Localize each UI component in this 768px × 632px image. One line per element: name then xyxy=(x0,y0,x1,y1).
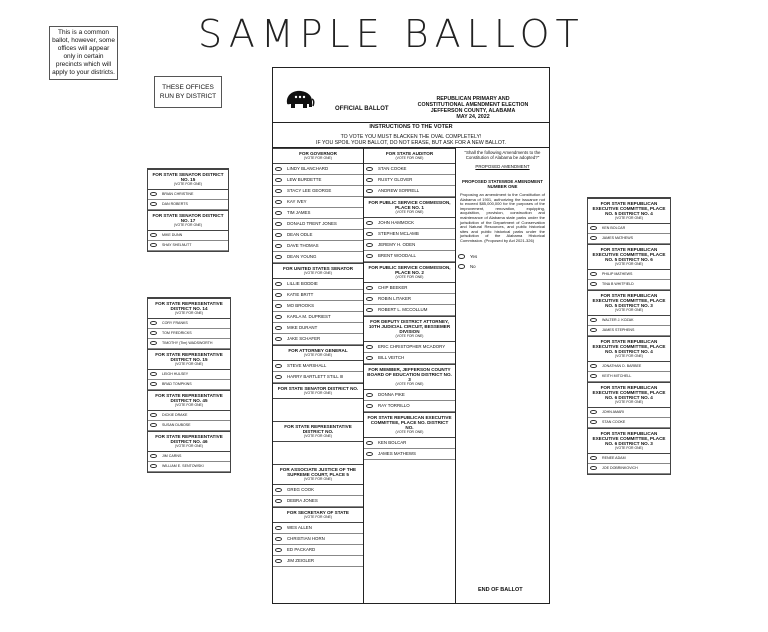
oval-icon xyxy=(366,441,373,446)
ballot-column-1 xyxy=(273,148,364,603)
candidate-option[interactable] xyxy=(273,485,363,496)
page-title: SAMPLE BALLOT xyxy=(198,12,585,56)
vote-for-one-note: (VOTE FOR ONE) xyxy=(395,210,424,214)
oval-icon xyxy=(458,264,465,269)
candidate-name: MIKE DURANT xyxy=(287,325,318,330)
oval-icon xyxy=(275,178,282,183)
candidate-option[interactable] xyxy=(148,411,230,421)
candidate-name: KAY IVEY xyxy=(287,199,307,204)
office-heading: FOR STATE REPRESENTATIVE DISTRICT NO. 46 (VOTE FOR ONE) xyxy=(148,431,230,452)
oval-icon xyxy=(366,356,373,361)
candidate-name: MIKE DUNN xyxy=(162,233,183,237)
candidate-name: SHAY SHELNUTT xyxy=(162,243,192,247)
no-label: No xyxy=(470,263,476,269)
end-of-ballot: END OF BALLOT xyxy=(478,587,523,593)
oval-icon xyxy=(366,243,373,248)
oval-icon xyxy=(590,466,597,471)
candidate-name: JONATHAN D. BARBEE xyxy=(602,364,642,368)
vote-for-one-note: (VOTE FOR ONE) xyxy=(304,515,332,519)
oval-icon xyxy=(150,372,157,377)
vote-for-one-note: (VOTE FOR ONE) xyxy=(615,216,643,220)
candidate-option[interactable] xyxy=(588,270,670,280)
oval-icon xyxy=(590,226,597,231)
candidate-option[interactable] xyxy=(148,329,230,339)
office-heading: FOR UNITED STATES SENATOR (VOTE FOR ONE) xyxy=(273,263,363,279)
candidate-option[interactable] xyxy=(364,218,455,229)
oval-icon xyxy=(275,167,282,172)
candidate-name: STAN COOKE xyxy=(602,420,626,424)
candidate-option[interactable] xyxy=(148,462,230,472)
candidate-option[interactable] xyxy=(148,231,228,241)
oval-icon xyxy=(590,318,597,323)
office-heading: FOR PUBLIC SERVICE COMMISSION, PLACE NO. 2 (VOTE FOR ONE) xyxy=(364,262,455,283)
oval-icon xyxy=(150,341,157,346)
candidate-option[interactable] xyxy=(364,342,455,353)
candidate-name: STACY LEE GEORGE xyxy=(287,188,332,193)
candidate-name: LEW BURDETTE xyxy=(287,177,322,182)
office-heading: FOR STATE REPUBLICAN EXECUTIVE COMMITTEE, PLACE NO. DISTRICT NO. (VOTE FOR ONE) xyxy=(364,412,455,438)
oval-icon xyxy=(590,456,597,461)
candidate-name: JIM ZEIGLER xyxy=(287,558,315,563)
candidate-name: RAY TORRILLO xyxy=(378,403,410,408)
oval-icon xyxy=(275,526,282,531)
oval-icon xyxy=(150,382,157,387)
oval-icon xyxy=(366,286,373,291)
candidate-option[interactable] xyxy=(588,372,670,382)
candidate-option[interactable] xyxy=(364,229,455,240)
oval-icon xyxy=(275,375,282,380)
candidate-name: WES ALLEN xyxy=(287,525,312,530)
candidate-name: MO BROOKS xyxy=(287,303,315,308)
candidate-option[interactable] xyxy=(588,234,670,244)
ballot-column-3 xyxy=(456,148,549,603)
ballot-column-2 xyxy=(364,148,456,603)
candidate-option[interactable] xyxy=(588,408,670,418)
candidate-option[interactable] xyxy=(588,280,670,290)
candidate-option[interactable] xyxy=(148,421,230,431)
candidate-name: BRAD TOMPKINS xyxy=(162,382,192,386)
candidate-name: RUSTY GLOVER xyxy=(378,177,413,182)
candidate-option[interactable] xyxy=(273,230,363,241)
candidate-name: JAMES STEPHENS xyxy=(602,328,635,332)
side-state-representative-races xyxy=(147,297,231,473)
candidate-option[interactable] xyxy=(273,197,363,208)
candidate-name: STAN COOKE xyxy=(378,166,407,171)
vote-for-one-note: (VOTE FOR ONE) xyxy=(304,156,332,160)
candidate-option[interactable] xyxy=(364,305,455,316)
candidate-option[interactable] xyxy=(273,252,363,263)
candidate-option[interactable] xyxy=(273,219,363,230)
office-heading: FOR STATE REPUBLICAN EXECUTIVE COMMITTEE, PLACE NO. 5 DISTRICT NO. 4 (VOTE FOR ONE) xyxy=(588,336,670,362)
oval-icon xyxy=(458,254,465,259)
candidate-option[interactable] xyxy=(364,186,455,197)
amendment-yes-option[interactable] xyxy=(456,252,549,262)
office-heading: FOR DEPUTY DISTRICT ATTORNEY, 10TH JUDICIAL CIRCUIT, BESSEMER DIVISION (VOTE FOR ONE) xyxy=(364,316,455,342)
election-heading xyxy=(401,96,545,120)
oval-icon xyxy=(150,331,157,336)
candidate-name: BILL VEITCH xyxy=(378,355,405,360)
candidate-option[interactable] xyxy=(364,251,455,262)
office-heading: FOR STATE SENATOR DISTRICT NO. (VOTE FOR ONE) xyxy=(273,383,363,399)
oval-icon xyxy=(150,454,157,459)
oval-icon xyxy=(150,233,157,238)
candidate-option[interactable] xyxy=(364,401,455,412)
candidate-name: STEPHEN MCLAMB xyxy=(378,231,419,236)
candidate-name: TOM FREDRICKS xyxy=(162,331,192,335)
oval-icon xyxy=(366,393,373,398)
oval-icon xyxy=(590,282,597,287)
side-executive-committee-races xyxy=(587,197,671,475)
oval-icon xyxy=(590,410,597,415)
oval-icon xyxy=(366,308,373,313)
oval-icon xyxy=(150,192,157,197)
candidate-option[interactable] xyxy=(273,164,363,175)
candidate-name: KEN BOLCAR xyxy=(602,226,626,230)
ballot-header xyxy=(273,68,549,123)
office-heading: FOR GOVERNOR (VOTE FOR ONE) xyxy=(273,148,363,164)
candidate-name: DAVE THOMAS xyxy=(287,243,319,248)
candidate-name: LILLIE BODDIE xyxy=(287,281,318,286)
candidate-option[interactable] xyxy=(364,390,455,401)
candidate-option[interactable] xyxy=(148,241,228,251)
candidate-name: DONNA PIKE xyxy=(378,392,405,397)
candidate-name: BRIAN CHRISTINE xyxy=(162,192,194,196)
office-heading: FOR STATE REPRESENTATIVE DISTRICT NO. 14 (VOTE FOR ONE) xyxy=(148,298,230,319)
candidate-name: DONALD TRENT JONES xyxy=(287,221,337,226)
oval-icon xyxy=(275,255,282,260)
vote-for-one-note: (VOTE FOR ONE) xyxy=(304,391,332,395)
amendment-no-option[interactable] xyxy=(456,262,549,272)
candidate-name: JIM CARNS xyxy=(162,454,182,458)
oval-icon xyxy=(150,321,157,326)
candidate-option[interactable] xyxy=(588,316,670,326)
candidate-name: KATIE BRITT xyxy=(287,292,314,297)
vote-for-one-note: (VOTE FOR ONE) xyxy=(395,382,424,386)
candidate-name: JOE DOBRINKOVICH xyxy=(602,466,638,470)
oval-icon xyxy=(275,559,282,564)
candidate-name: KARLA M. DUPRIEST xyxy=(287,314,331,319)
candidate-option[interactable] xyxy=(364,438,455,449)
oval-icon xyxy=(590,236,597,241)
candidate-option[interactable] xyxy=(364,240,455,251)
empty-race-space xyxy=(273,442,363,464)
vote-for-one-note: (VOTE FOR ONE) xyxy=(304,477,332,481)
voter-instructions xyxy=(273,123,549,148)
election-date: MAY 24, 2022 xyxy=(456,114,490,120)
office-heading: FOR SECRETARY OF STATE (VOTE FOR ONE) xyxy=(273,507,363,523)
candidate-name: ROBERT L. MCCOLLUM xyxy=(378,307,428,312)
office-heading: FOR STATE REPUBLICAN EXECUTIVE COMMITTEE, PLACE NO. 6 DISTRICT NO. 3 (VOTE FOR ONE) xyxy=(588,428,670,454)
oval-icon xyxy=(150,243,157,248)
candidate-name: DEAN YOUNG xyxy=(287,254,317,259)
candidate-name: PHILIP MATHEWS xyxy=(602,272,633,276)
candidate-option[interactable] xyxy=(148,370,230,380)
oval-icon xyxy=(366,297,373,302)
amendment-text: Proposing an amendment to the Constitution of Alabama of 1901, authorizing the issuance not to exceed $85,000,000 for the purposes of the improvement, renovation, equipping, acquisition, provision, construction and maintenance of Alabama state parks under the jurisdiction of the Department of Conservation and Natural Resources, and public historical sites and public historical parks under the jurisdiction of the Alabama Historical Commission. (Proposed by Act 2021-326) xyxy=(460,192,545,243)
office-heading: FOR STATE REPUBLICAN EXECUTIVE COMMITTEE, PLACE NO. 5 DISTRICT NO. 6 (VOTE FOR ONE) xyxy=(588,244,670,270)
office-heading: FOR STATE REPRESENTATIVE DISTRICT NO. 45 (VOTE FOR ONE) xyxy=(148,390,230,411)
oval-icon xyxy=(275,233,282,238)
official-ballot xyxy=(272,67,550,604)
candidate-option[interactable] xyxy=(273,545,363,556)
candidate-name: SUSAN DUBOSE xyxy=(162,423,191,427)
oval-icon xyxy=(366,189,373,194)
candidate-option[interactable] xyxy=(273,556,363,567)
instructions-title: INSTRUCTIONS TO THE VOTER xyxy=(369,124,453,130)
vote-for-one-note: (VOTE FOR ONE) xyxy=(175,362,203,366)
candidate-name: ERIC CHRISTOPHER MCADORY xyxy=(378,344,446,349)
candidate-option[interactable] xyxy=(148,319,230,329)
candidate-option[interactable] xyxy=(588,418,670,428)
common-ballot-note: This is a common ballot, however, some offices will appear only in certain precincts which will apply to your districts. xyxy=(49,26,118,80)
oval-icon xyxy=(366,452,373,457)
election-line-1: REPUBLICAN PRIMARY AND xyxy=(436,96,510,102)
candidate-option[interactable] xyxy=(588,464,670,474)
side-state-senator-races xyxy=(147,168,229,252)
vote-for-one-note: (VOTE FOR ONE) xyxy=(174,182,202,186)
candidate-option[interactable] xyxy=(364,283,455,294)
oval-icon xyxy=(275,488,282,493)
oval-icon xyxy=(275,304,282,309)
oval-icon xyxy=(366,345,373,350)
amendment-question: "Shall the following Amendments to the Constitution of Alabama be adopted?" xyxy=(464,150,541,160)
elephant-logo-icon xyxy=(283,87,315,113)
candidate-name: KEITH MITCHELL xyxy=(602,374,632,378)
vote-for-one-note: (VOTE FOR ONE) xyxy=(175,403,203,407)
vote-for-one-note: (VOTE FOR ONE) xyxy=(615,400,643,404)
office-heading: FOR PUBLIC SERVICE COMMISSION, PLACE NO. 1 (VOTE FOR ONE) xyxy=(364,197,455,218)
oval-icon xyxy=(590,374,597,379)
election-line-3: JEFFERSON COUNTY, ALABAMA xyxy=(430,108,516,114)
candidate-option[interactable] xyxy=(273,279,363,290)
candidate-option[interactable] xyxy=(273,372,363,383)
oval-icon xyxy=(150,464,157,469)
candidate-name: DICKIE DRAKE xyxy=(162,413,188,417)
candidate-option[interactable] xyxy=(364,353,455,364)
candidate-name: JAMES MATHEWS xyxy=(602,236,634,240)
vote-for-one-note: (VOTE FOR ONE) xyxy=(395,275,424,279)
oval-icon xyxy=(275,222,282,227)
candidate-name: ROBIN LITAKER xyxy=(378,296,412,301)
candidate-option[interactable] xyxy=(273,312,363,323)
candidate-name: JAMES MATHEWS xyxy=(378,451,416,456)
candidate-option[interactable] xyxy=(588,454,670,464)
candidate-option[interactable] xyxy=(273,496,363,507)
candidate-option[interactable] xyxy=(273,334,363,345)
oval-icon xyxy=(150,413,157,418)
oval-icon xyxy=(275,282,282,287)
candidate-option[interactable] xyxy=(273,241,363,252)
candidate-option[interactable] xyxy=(588,326,670,336)
oval-icon xyxy=(150,202,157,207)
candidate-option[interactable] xyxy=(364,449,455,460)
yes-label: Yes xyxy=(470,253,478,259)
oval-icon xyxy=(590,272,597,277)
candidate-name: KEN BOLCAR xyxy=(378,440,407,445)
candidate-name: CORY FRANKS xyxy=(162,321,188,325)
vote-for-one-note: (VOTE FOR ONE) xyxy=(304,271,332,275)
candidate-option[interactable] xyxy=(148,339,230,349)
vote-for-one-note: (VOTE FOR ONE) xyxy=(615,308,643,312)
candidate-name: STEVE MARSHALL xyxy=(287,363,327,368)
candidate-option[interactable] xyxy=(273,186,363,197)
candidate-name: DEAN ODLE xyxy=(287,232,313,237)
candidate-name: ANDREW SORRELL xyxy=(378,188,420,193)
oval-icon xyxy=(275,211,282,216)
oval-icon xyxy=(275,189,282,194)
vote-for-one-note: (VOTE FOR ONE) xyxy=(395,334,424,338)
oval-icon xyxy=(275,244,282,249)
vote-for-one-note: (VOTE FOR ONE) xyxy=(395,430,424,434)
district-offices-note: THESE OFFICES RUN BY DISTRICT xyxy=(154,76,222,108)
vote-for-one-note: (VOTE FOR ONE) xyxy=(395,156,424,160)
candidate-option[interactable] xyxy=(273,323,363,334)
vote-for-one-note: (VOTE FOR ONE) xyxy=(304,434,332,438)
candidate-name: TIMOTHY (Tim) WADSWORTH xyxy=(162,341,213,345)
candidate-name: BRENT WOODALL xyxy=(378,253,416,258)
vote-for-one-note: (VOTE FOR ONE) xyxy=(175,311,203,315)
oval-icon xyxy=(275,326,282,331)
candidate-name: TIM JAMES xyxy=(287,210,311,215)
candidate-option[interactable] xyxy=(588,362,670,372)
candidate-name: LEIGH HULSEY xyxy=(162,372,189,376)
candidate-option[interactable] xyxy=(273,361,363,372)
oval-icon xyxy=(366,178,373,183)
candidate-option[interactable] xyxy=(273,534,363,545)
candidate-name: JEREMY H. ODEN xyxy=(378,242,416,247)
proposed-amendment-label: PROPOSED AMENDMENT xyxy=(475,164,530,169)
vote-for-one-note: (VOTE FOR ONE) xyxy=(615,354,643,358)
oval-icon xyxy=(590,420,597,425)
candidate-option[interactable] xyxy=(364,175,455,186)
candidate-name: TINA B WHITFIELD xyxy=(602,282,634,286)
candidate-name: DAN ROBERTS xyxy=(162,202,188,206)
oval-icon xyxy=(366,232,373,237)
oval-icon xyxy=(275,337,282,342)
oval-icon xyxy=(275,364,282,369)
office-heading: FOR STATE SENATOR DISTRICT NO. 15 (VOTE FOR ONE) xyxy=(148,169,228,190)
candidate-name: JOHN HAMMOCK xyxy=(378,220,415,225)
office-heading: FOR STATE SENATOR DISTRICT NO. 17 (VOTE FOR ONE) xyxy=(148,210,228,231)
candidate-name: LINDY BLANCHARD xyxy=(287,166,329,171)
oval-icon xyxy=(275,200,282,205)
candidate-option[interactable] xyxy=(364,164,455,175)
candidate-option[interactable] xyxy=(273,175,363,186)
oval-icon xyxy=(590,364,597,369)
candidate-option[interactable] xyxy=(148,190,228,200)
candidate-name: ED PACKARD xyxy=(287,547,316,552)
candidate-name: CHRISTIAN HORN xyxy=(287,536,325,541)
instructions-line-1: TO VOTE YOU MUST BLACKEN THE OVAL COMPLETELY! xyxy=(340,134,482,140)
candidate-name: WALTER J. KOZAK xyxy=(602,318,634,322)
oval-icon xyxy=(150,423,157,428)
office-heading: FOR STATE REPUBLICAN EXECUTIVE COMMITTEE, PLACE NO. 5 DISTRICT NO. 3 (VOTE FOR ONE) xyxy=(588,290,670,316)
candidate-name: WILLIAM E. SENTOWSKI xyxy=(162,464,204,468)
candidate-name: JOHN AMARI xyxy=(602,410,624,414)
official-ballot-label: OFFICIAL BALLOT xyxy=(335,106,389,112)
vote-for-one-note: (VOTE FOR ONE) xyxy=(304,353,332,357)
candidate-name: CHIP BEEKER xyxy=(378,285,408,290)
oval-icon xyxy=(275,315,282,320)
instructions-line-2: IF YOU SPOIL YOUR BALLOT, DO NOT ERASE, BUT ASK FOR A NEW BALLOT. xyxy=(316,140,506,146)
election-line-2: CONSTITUTIONAL AMENDMENT ELECTION xyxy=(417,102,529,108)
office-heading: FOR STATE REPUBLICAN EXECUTIVE COMMITTEE, PLACE NO. 5 DISTRICT NO. 4 (VOTE FOR ONE) xyxy=(588,198,670,224)
candidate-name: HARRY BARTLETT STILL III xyxy=(287,374,344,379)
oval-icon xyxy=(366,254,373,259)
office-heading: FOR STATE AUDITOR (VOTE FOR ONE) xyxy=(364,148,455,164)
candidate-name: RENEE ADAM xyxy=(602,456,626,460)
oval-icon xyxy=(275,537,282,542)
office-heading: FOR STATE REPUBLICAN EXECUTIVE COMMITTEE, PLACE NO. 6 DISTRICT NO. 4 (VOTE FOR ONE) xyxy=(588,382,670,408)
oval-icon xyxy=(366,404,373,409)
candidate-option[interactable] xyxy=(273,290,363,301)
oval-icon xyxy=(275,293,282,298)
empty-race-space xyxy=(273,399,363,421)
candidate-option[interactable] xyxy=(148,452,230,462)
candidate-option[interactable] xyxy=(148,380,230,390)
vote-for-one-note: (VOTE FOR ONE) xyxy=(175,444,203,448)
candidate-option[interactable] xyxy=(148,200,228,210)
office-heading: FOR ASSOCIATE JUSTICE OF THE SUPREME COURT, PLACE 5 (VOTE FOR ONE) xyxy=(273,464,363,485)
candidate-name: DEBRA JONES xyxy=(287,498,318,503)
office-heading: FOR MEMBER, JEFFERSON COUNTY BOARD OF EDUCATION DISTRICT NO. 3 (VOTE FOR ONE) xyxy=(364,364,455,390)
candidate-option[interactable] xyxy=(273,208,363,219)
vote-for-one-note: (VOTE FOR ONE) xyxy=(615,446,643,450)
office-heading: FOR ATTORNEY GENERAL (VOTE FOR ONE) xyxy=(273,345,363,361)
oval-icon xyxy=(366,221,373,226)
oval-icon xyxy=(366,167,373,172)
office-heading: FOR STATE REPRESENTATIVE DISTRICT NO. 15 (VOTE FOR ONE) xyxy=(148,349,230,370)
candidate-option[interactable] xyxy=(273,523,363,534)
candidate-option[interactable] xyxy=(588,224,670,234)
amendment-heading: PROPOSED STATEWIDE AMENDMENT NUMBER ONE xyxy=(462,179,543,189)
vote-for-one-note: (VOTE FOR ONE) xyxy=(174,223,202,227)
office-heading: FOR STATE REPRESENTATIVE DISTRICT NO. (VOTE FOR ONE) xyxy=(273,421,363,442)
oval-icon xyxy=(275,548,282,553)
candidate-option[interactable] xyxy=(273,301,363,312)
candidate-option[interactable] xyxy=(364,294,455,305)
oval-icon xyxy=(275,499,282,504)
candidate-name: GREG COOK xyxy=(287,487,315,492)
candidate-name: JAKE SCHAFER xyxy=(287,336,321,341)
oval-icon xyxy=(590,328,597,333)
vote-for-one-note: (VOTE FOR ONE) xyxy=(615,262,643,266)
